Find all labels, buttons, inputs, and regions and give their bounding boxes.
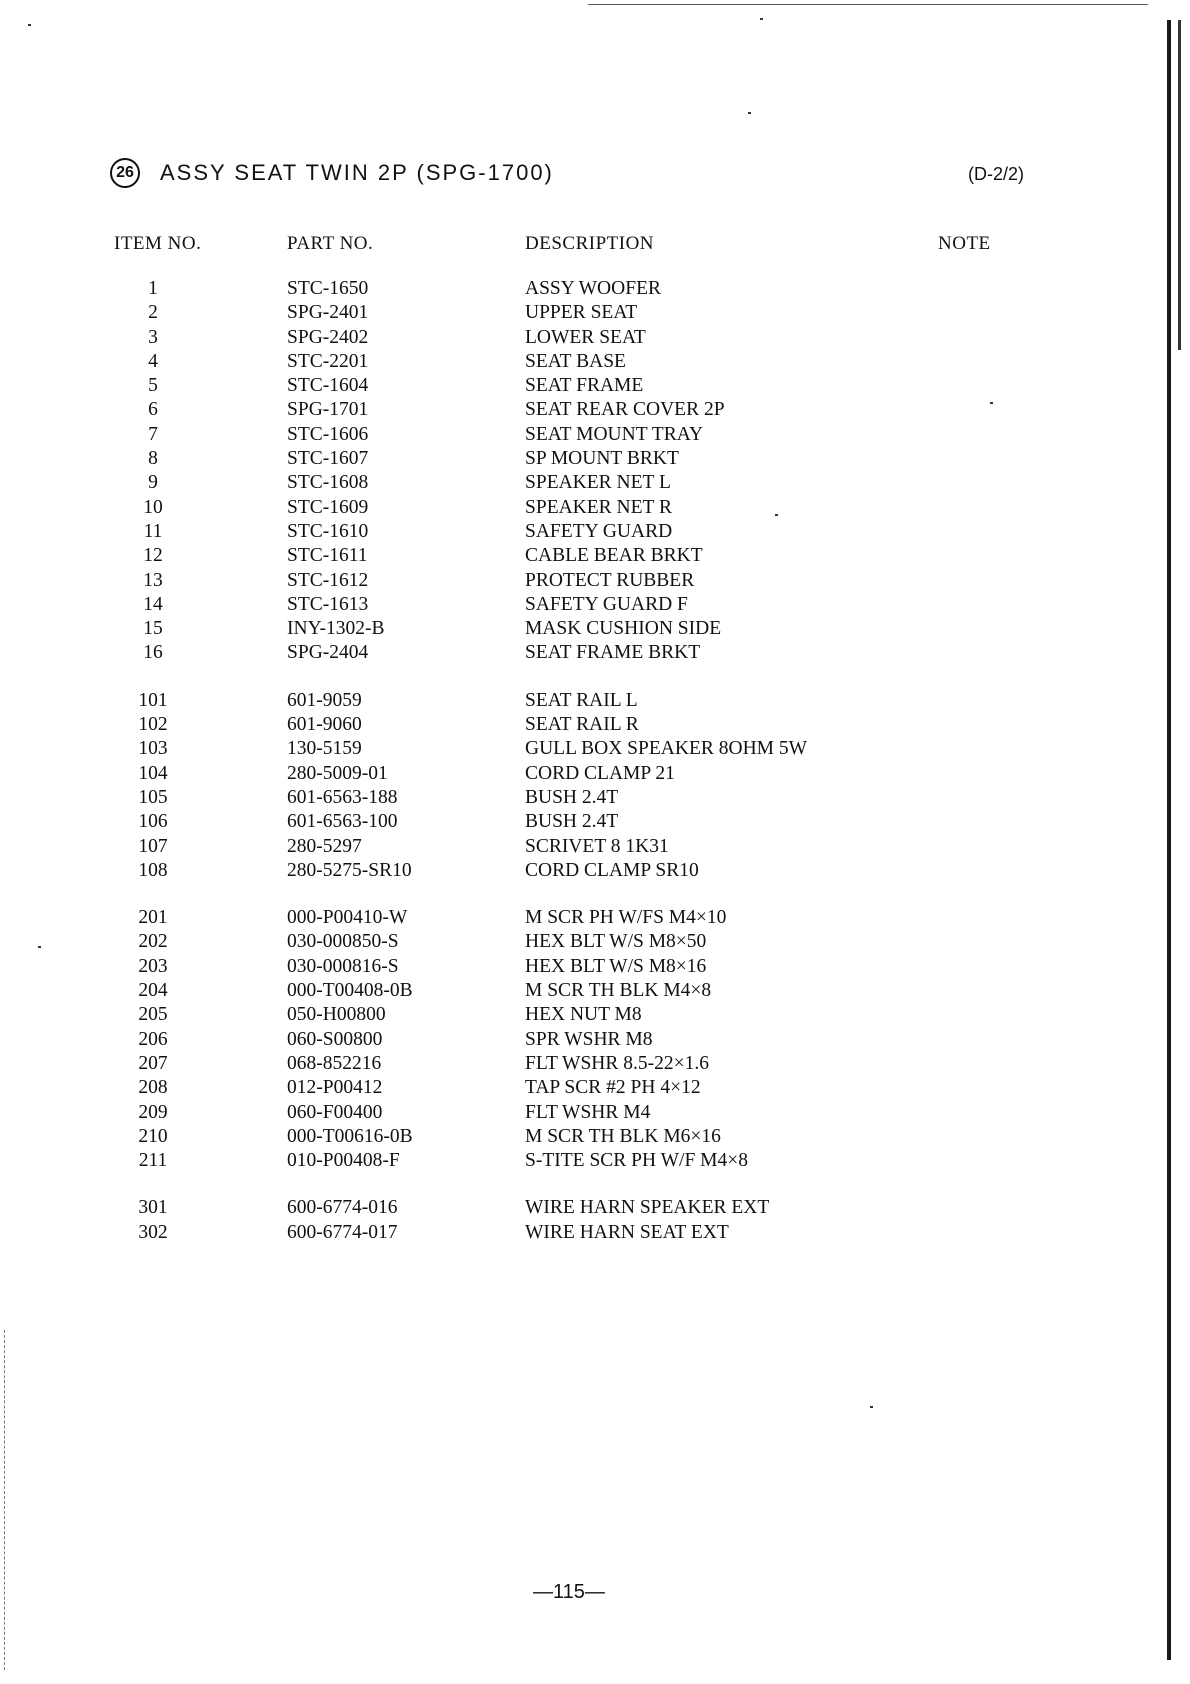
part-description: M SCR PH W/FS M4×10 — [525, 907, 727, 929]
item-number: 104 — [138, 762, 168, 784]
part-number: 000-T00408-0B — [287, 980, 413, 1002]
parts-row — [0, 956, 1100, 980]
part-description: HEX NUT M8 — [525, 1004, 642, 1026]
group-separator — [0, 1174, 1100, 1197]
parts-row — [0, 642, 1100, 666]
part-description: SP MOUNT BRKT — [525, 448, 679, 470]
column-header-item-no: ITEM NO. — [114, 233, 202, 254]
parts-row — [0, 1197, 1100, 1221]
part-description: UPPER SEAT — [525, 302, 638, 324]
parts-row — [0, 1102, 1100, 1126]
part-description: ASSY WOOFER — [525, 278, 661, 299]
item-number: 302 — [138, 1221, 168, 1243]
parts-row — [0, 763, 1100, 787]
column-header-note: NOTE — [938, 233, 991, 254]
part-number: STC-1604 — [287, 375, 369, 397]
part-number: 280-5009-01 — [287, 762, 388, 784]
part-description: M SCR TH BLK M4×8 — [525, 980, 712, 1002]
part-description: SEAT MOUNT TRAY — [525, 423, 704, 445]
item-number: 106 — [138, 811, 168, 833]
item-number: 201 — [138, 907, 168, 929]
parts-row — [0, 836, 1100, 860]
parts-row — [0, 690, 1100, 714]
parts-row — [0, 787, 1100, 811]
parts-row — [0, 424, 1100, 448]
parts-row — [0, 738, 1100, 762]
parts-row — [0, 521, 1100, 545]
part-description: M SCR TH BLK M6×16 — [525, 1125, 721, 1147]
document-title: ASSY SEAT TWIN 2P (SPG-1700) — [160, 160, 554, 185]
parts-row — [0, 399, 1100, 423]
parts-row — [0, 811, 1100, 835]
item-number: 11 — [143, 520, 163, 542]
part-description: LOWER SEAT — [525, 326, 646, 348]
part-number: STC-1606 — [287, 423, 369, 445]
item-number: 6 — [148, 399, 158, 421]
item-number: 4 — [148, 350, 158, 372]
part-description: SEAT REAR COVER 2P — [525, 399, 725, 421]
item-number: 105 — [138, 786, 168, 808]
part-description: SPEAKER NET R — [525, 496, 672, 518]
scan-edge-left — [4, 1330, 6, 1670]
parts-row — [0, 931, 1100, 955]
parts-row — [0, 1126, 1100, 1150]
column-header-description: DESCRIPTION — [525, 233, 655, 254]
item-number: 5 — [148, 375, 158, 397]
part-number: 060-S00800 — [287, 1028, 383, 1050]
item-number: 210 — [138, 1125, 168, 1147]
part-number: 050-H00800 — [287, 1004, 386, 1026]
section-number-badge: 26 — [110, 158, 140, 188]
parts-list — [0, 278, 1100, 1246]
part-number: 010-P00408-F — [287, 1150, 400, 1172]
parts-row — [0, 448, 1100, 472]
parts-row — [0, 1053, 1100, 1077]
part-description: CABLE BEAR BRKT — [525, 545, 703, 567]
item-number: 16 — [143, 642, 163, 664]
parts-row — [0, 1150, 1100, 1174]
group-separator — [0, 884, 1100, 907]
part-number: STC-1609 — [287, 496, 369, 518]
part-number: STC-1611 — [287, 545, 368, 567]
part-number: SPG-2401 — [287, 302, 369, 324]
part-number: SPG-1701 — [287, 399, 369, 421]
parts-row — [0, 351, 1100, 375]
part-number: 601-9060 — [287, 714, 362, 736]
scan-speck — [28, 24, 31, 26]
part-description: SEAT FRAME — [525, 375, 644, 397]
parts-row — [0, 980, 1100, 1004]
parts-row — [0, 714, 1100, 738]
item-number: 107 — [138, 835, 168, 857]
parts-row — [0, 327, 1100, 351]
column-header-part-no: PART NO. — [287, 233, 374, 254]
item-number: 7 — [148, 423, 158, 445]
parts-row — [0, 1029, 1100, 1053]
parts-row — [0, 302, 1100, 326]
item-number: 13 — [143, 569, 163, 591]
item-number: 14 — [143, 593, 163, 615]
part-description: SAFETY GUARD F — [525, 593, 688, 615]
part-number: STC-2201 — [287, 350, 369, 372]
part-number: 130-5159 — [287, 738, 362, 760]
scan-speck — [748, 112, 751, 114]
parts-row — [0, 907, 1100, 931]
part-number: 280-5297 — [287, 835, 362, 857]
item-number: 103 — [138, 738, 168, 760]
part-description: S-TITE SCR PH W/F M4×8 — [525, 1150, 749, 1172]
part-number: 601-9059 — [287, 689, 362, 711]
parts-row — [0, 545, 1100, 569]
part-number: 601-6563-188 — [287, 786, 398, 808]
scan-speck — [870, 1406, 873, 1408]
parts-row — [0, 618, 1100, 642]
part-description: FLT WSHR M4 — [525, 1101, 651, 1123]
part-number: STC-1612 — [287, 569, 369, 591]
part-number: SPG-2402 — [287, 326, 369, 348]
part-description: SEAT BASE — [525, 350, 626, 372]
scan-edge-right — [1167, 20, 1171, 1660]
part-description: WIRE HARN SPEAKER EXT — [525, 1197, 770, 1219]
item-number: 206 — [138, 1028, 168, 1050]
item-number: 101 — [138, 689, 168, 711]
page-number: —115— — [533, 1581, 605, 1603]
part-number: INY-1302-B — [287, 618, 385, 640]
part-description: SPEAKER NET L — [525, 472, 671, 494]
item-number: 1 — [148, 278, 158, 299]
parts-row — [0, 375, 1100, 399]
parts-row — [0, 570, 1100, 594]
item-number: 2 — [148, 302, 158, 324]
part-description: SEAT RAIL R — [525, 714, 639, 736]
item-number: 102 — [138, 714, 168, 736]
part-number: 000-T00616-0B — [287, 1125, 413, 1147]
parts-row — [0, 1004, 1100, 1028]
item-number: 202 — [138, 931, 168, 953]
parts-row — [0, 1077, 1100, 1101]
item-number: 211 — [138, 1150, 168, 1172]
scan-speck — [760, 18, 763, 20]
parts-row — [0, 497, 1100, 521]
part-number: STC-1613 — [287, 593, 369, 615]
page-code: (D-2/2) — [968, 164, 1025, 184]
part-description: BUSH 2.4T — [525, 786, 619, 808]
part-number: STC-1610 — [287, 520, 369, 542]
item-number: 208 — [138, 1077, 168, 1099]
parts-row — [0, 472, 1100, 496]
group-separator — [0, 667, 1100, 690]
part-description: SEAT FRAME BRKT — [525, 642, 701, 664]
part-number: 068-852216 — [287, 1052, 382, 1074]
part-description: HEX BLT W/S M8×16 — [525, 955, 707, 977]
scan-edge-right-inner — [1178, 20, 1181, 350]
item-number: 12 — [143, 545, 163, 567]
part-number: 280-5275-SR10 — [287, 859, 412, 881]
part-number: STC-1607 — [287, 448, 369, 470]
item-number: 205 — [138, 1004, 168, 1026]
part-description: GULL BOX SPEAKER 8OHM 5W — [525, 738, 808, 760]
parts-row — [0, 278, 1100, 302]
part-number: 600-6774-017 — [287, 1221, 398, 1243]
part-description: SPR WSHR M8 — [525, 1028, 653, 1050]
part-description: SEAT RAIL L — [525, 689, 638, 711]
part-number: 012-P00412 — [287, 1077, 383, 1099]
item-number: 8 — [148, 448, 158, 470]
part-description: TAP SCR #2 PH 4×12 — [525, 1077, 701, 1099]
item-number: 301 — [138, 1197, 168, 1219]
item-number: 203 — [138, 955, 168, 977]
part-number: 030-000816-S — [287, 955, 399, 977]
part-description: BUSH 2.4T — [525, 811, 619, 833]
part-number: STC-1650 — [287, 278, 369, 299]
part-number: 601-6563-100 — [287, 811, 398, 833]
part-description: CORD CLAMP SR10 — [525, 859, 699, 881]
document-title-row — [110, 158, 554, 188]
part-number: 030-000850-S — [287, 931, 399, 953]
part-description: PROTECT RUBBER — [525, 569, 695, 591]
item-number: 3 — [148, 326, 158, 348]
part-number: SPG-2404 — [287, 642, 369, 664]
item-number: 108 — [138, 859, 168, 881]
part-description: SAFETY GUARD — [525, 520, 673, 542]
item-number: 209 — [138, 1101, 168, 1123]
part-description: WIRE HARN SEAT EXT — [525, 1221, 729, 1243]
part-number: STC-1608 — [287, 472, 369, 494]
item-number: 204 — [138, 980, 168, 1002]
part-description: HEX BLT W/S M8×50 — [525, 931, 707, 953]
part-description: SCRIVET 8 1K31 — [525, 835, 669, 857]
item-number: 207 — [138, 1052, 168, 1074]
parts-row — [0, 1222, 1100, 1246]
parts-row — [0, 860, 1100, 884]
item-number: 15 — [143, 618, 163, 640]
parts-row — [0, 594, 1100, 618]
part-number: 600-6774-016 — [287, 1197, 398, 1219]
item-number: 10 — [143, 496, 163, 518]
part-description: MASK CUSHION SIDE — [525, 618, 722, 640]
part-number: 000-P00410-W — [287, 907, 408, 929]
item-number: 9 — [148, 472, 158, 494]
part-description: CORD CLAMP 21 — [525, 762, 675, 784]
scan-edge-top — [588, 4, 1148, 5]
part-number: 060-F00400 — [287, 1101, 383, 1123]
part-description: FLT WSHR 8.5-22×1.6 — [525, 1052, 710, 1074]
